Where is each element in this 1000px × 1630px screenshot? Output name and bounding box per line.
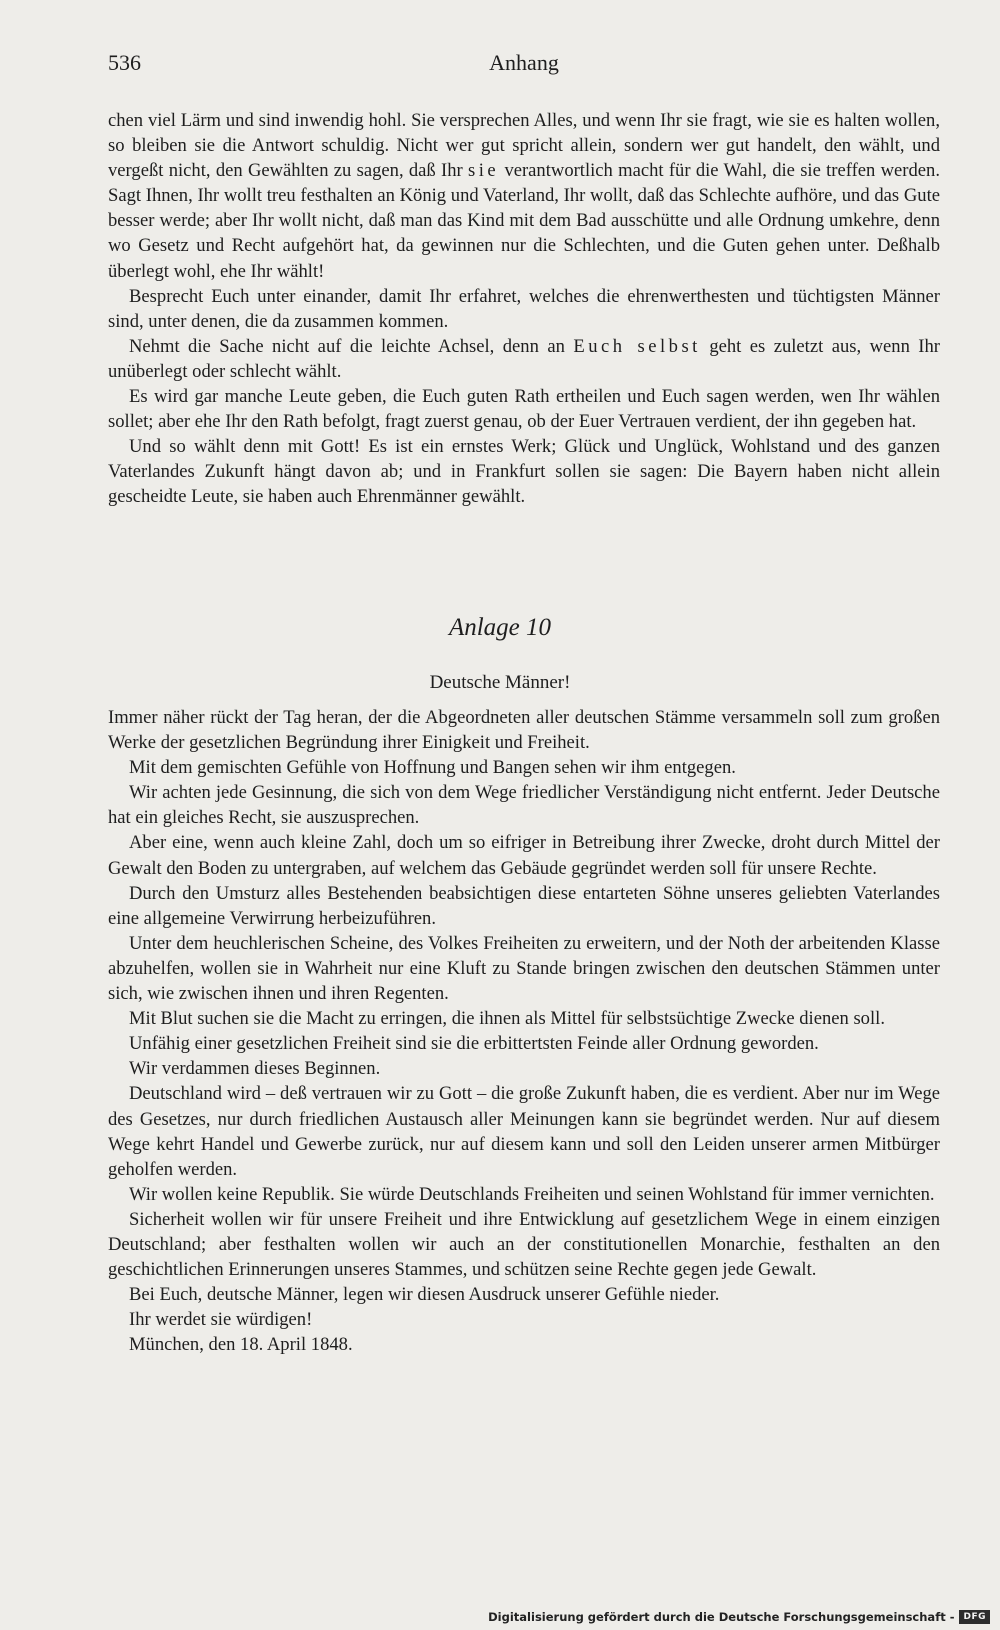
running-title: Anhang xyxy=(489,50,559,75)
paragraph: Unter dem heuchlerischen Scheine, des Volkes Freiheiten zu erweitern, und der Noth der arbeitenden Klasse abzuhelfen, wollen sie in Wahrheit nur eine Kluft zu Stande bringen zwischen den deutschen Stämmen unter sich, wie zwischen ihnen und ihren Regenten. xyxy=(108,932,940,1005)
footer-credit xyxy=(488,1610,990,1624)
paragraph: Aber eine, wenn auch kleine Zahl, doch um so eifriger in Betreibung ihrer Zwecke, droht durch Mittel der Gewalt den Boden zu untergraben, auf welchem das Gebäude gegründet werden soll für unsere Rechte. xyxy=(108,832,940,879)
paragraph: Besprecht Euch unter einander, damit Ihr erfahret, welches die ehrenwerthesten und tüchtigsten Männer sind, unter denen, die da zusammen kommen. xyxy=(108,285,940,332)
paragraph: Immer näher rückt der Tag heran, der die Abgeordneten aller deutschen Stämme versammeln soll zum großen Werke der gesetzlichen Begründung ihrer Einigkeit und Freiheit. xyxy=(108,707,940,754)
page-number: 536 xyxy=(108,50,141,75)
emphasis-sie: sie xyxy=(467,160,500,182)
paragraph: Bei Euch, deutsche Männer, legen wir diesen Ausdruck unserer Gefühle nieder. xyxy=(129,1284,720,1306)
paragraph: Deutschland wird – deß vertrauen wir zu Gott – die große Zukunft haben, die es verdient. Aber nur im Wege des Gesetzes, nur durch friedlichen Austausch aller Meinungen kann sie begründet werden. Nur auf diesem Wege kehrt Handel und Gewerbe zurück, nur auf diesem kann und soll den Leiden unserer armen Mitbürger geholfen werden. xyxy=(108,1083,940,1180)
paragraph: Ihr werdet sie würdigen! xyxy=(129,1309,313,1331)
date-line: München, den 18. April 1848. xyxy=(129,1334,353,1356)
paragraph: Mit dem gemischten Gefühle von Hoffnung und Bangen sehen wir ihm entgegen. xyxy=(129,757,736,779)
paragraph: Durch den Umsturz alles Bestehenden beabsichtigen diese entarteten Söhne unseres geliebten Vaterlandes eine allgemeine Verwirrung herbeizuführen. xyxy=(108,882,940,929)
footer-text: Digitalisierung gefördert durch die Deutsche Forschungsgemeinschaft - xyxy=(488,1610,955,1624)
running-head xyxy=(108,50,940,80)
body-text-continuation xyxy=(108,108,940,510)
paragraph: Mit Blut suchen sie die Macht zu erringen, die ihnen als Mittel für selbstsüchtige Zwecke dienen soll. xyxy=(129,1008,885,1030)
appendix-subheading: Deutsche Männer! xyxy=(429,672,571,693)
paragraph: Und so wählt denn mit Gott! Es ist ein ernstes Werk; Glück und Unglück, Wohlstand und des ganzen Vaterlandes Zukunft hängt davon ab; und in Frankfurt sollen sie sagen: Die Bayern haben nicht allein gescheidte Leute, sie haben auch Ehrenmänner gewählt. xyxy=(108,436,940,508)
appendix-body xyxy=(108,705,940,1357)
paragraph: Es wird gar manche Leute geben, die Euch guten Rath ertheilen und Euch sagen werden, wen Ihr wählen sollet; aber ehe Ihr den Rath befolgt, fragt zuerst genau, ob der Euer Vertrauen verdient, der ihn gegeben hat. xyxy=(108,386,940,433)
dfg-logo: DFG xyxy=(959,1610,990,1624)
paragraph: Unfähig einer gesetzlichen Freiheit sind sie die erbittertsten Feinde aller Ordnung geworden. xyxy=(129,1033,819,1055)
paragraph: Wir verdammen dieses Beginnen. xyxy=(129,1058,381,1080)
paragraph: Nehmt die Sache nicht auf die leichte Achsel, denn an Euch selbst geht es zuletzt aus, wenn Ihr unüberlegt oder schlecht wählt. xyxy=(108,335,940,382)
paragraph: Wir achten jede Gesinnung, die sich von dem Wege friedlicher Verständigung nicht entfernt. Jeder Deutsche hat ein gleiches Recht, sie auszusprechen. xyxy=(108,782,940,829)
paragraph: Sicherheit wollen wir für unsere Freiheit und ihre Entwicklung auf gesetzlichem Wege in einem einzigen Deutschland; aber festhalten wollen wir auch an der constitutionellen Monarchie, festhalten an den geschichtlichen Erinnerungen unseres Stammes, und schützen seine Rechte gegen jede Gewalt. xyxy=(108,1208,940,1281)
paragraph: chen viel Lärm und sind inwendig hohl. Sie versprechen Alles, und wenn Ihr sie fragt, wie sie es halten wollen, so bleiben sie die Antwort schuldig. Nicht wer gut spricht allein, sondern wer gut handelt, den wählt, und vergeßt nicht, den Gewählten zu sagen, daß Ihr sie verantwortlich macht für die Wahl, die sie treffen werden. Sagt Ihnen, Ihr wollt treu festhalten an König und Vaterland, Ihr wollt, daß das Schlechte aufhöre, und das Gute besser werde; aber Ihr wollt nicht, daß man das Kind mit dem Bad ausschütte und alle Ordnung umkehre, denn wo Gesetz und Recht aufgehört hat, da gewinnen nur die Schlechten, und die Guten gehen unter. Deßhalb überlegt wohl, ehe Ihr wählt! xyxy=(108,110,940,282)
appendix-heading: Anlage 10 xyxy=(448,614,552,641)
paragraph: Wir wollen keine Republik. Sie würde Deutschlands Freiheiten und seinen Wohlstand für immer vernichten. xyxy=(129,1183,935,1205)
emphasis-euch-selbst: Euch selbst xyxy=(573,335,701,357)
